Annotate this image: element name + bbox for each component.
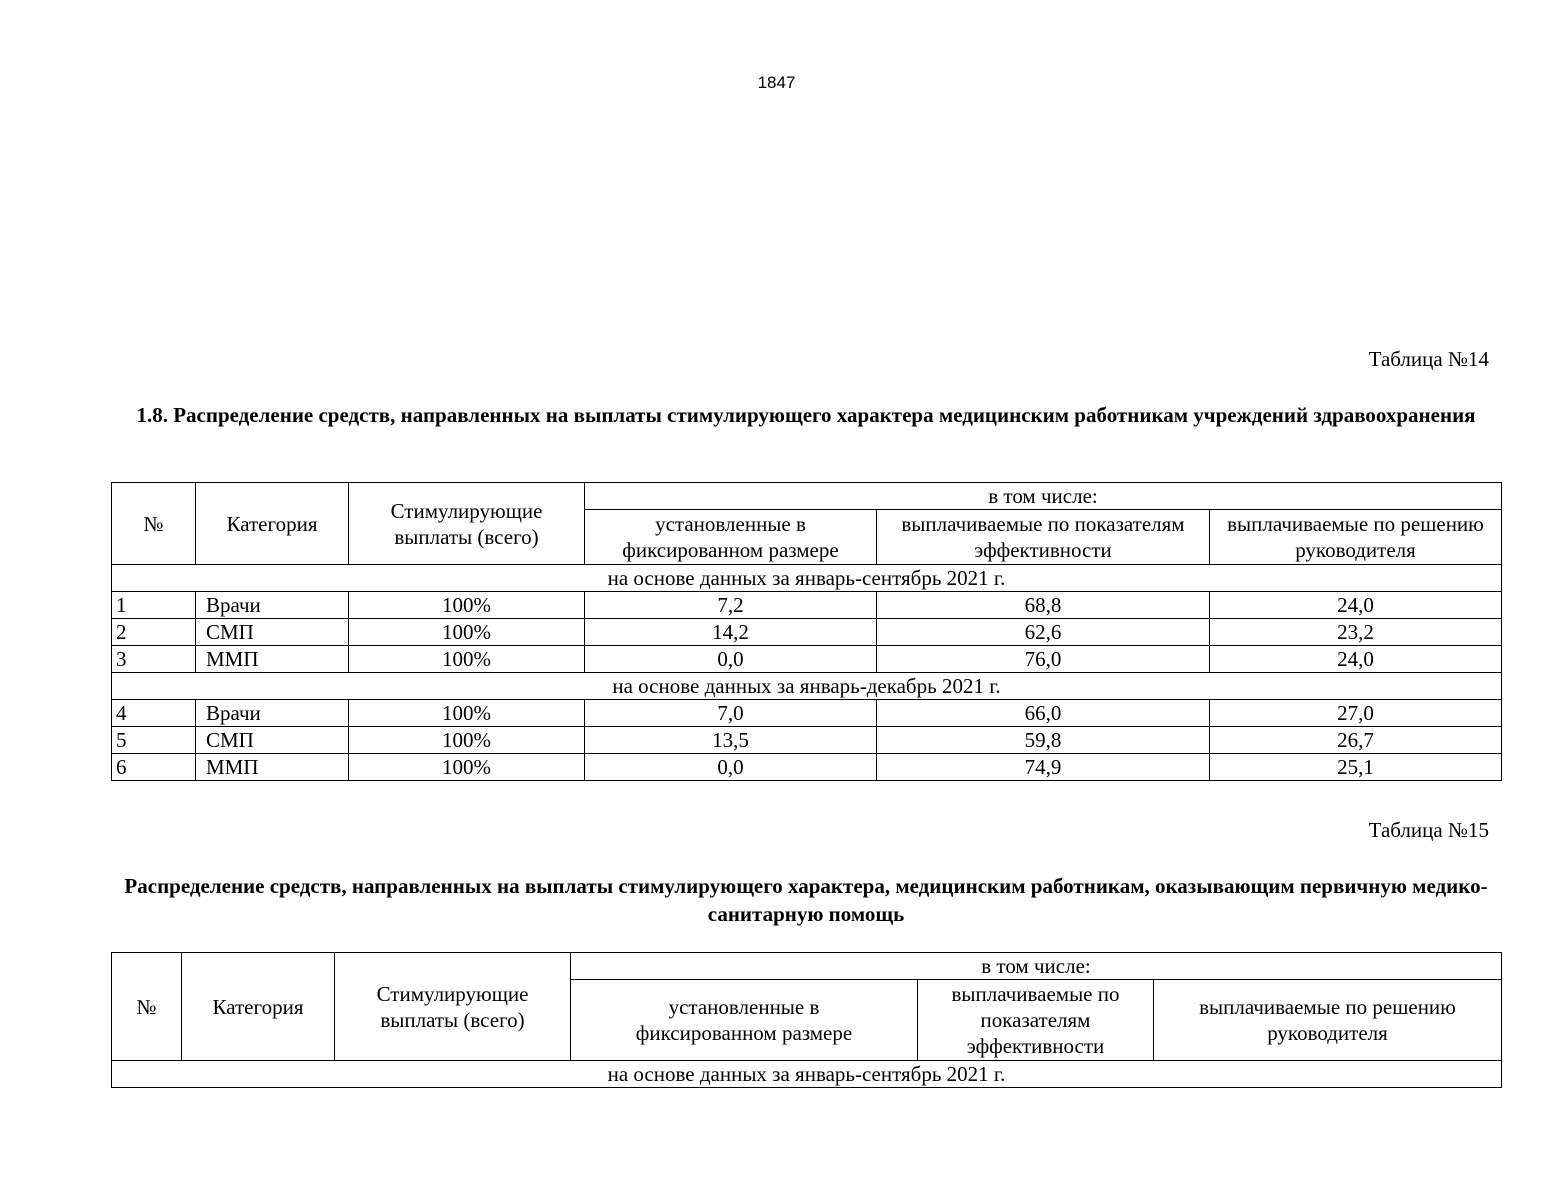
cell-fixed: 14,2: [585, 619, 877, 646]
cell-category: Врачи: [196, 592, 349, 619]
table-14-title: 1.8. Распределение средств, направленных на выплаты стимулирующего характера медицинским работникам учреждений здравоохранения: [136, 403, 1476, 427]
header-efficiency: выплачиваемые по показателям эффективности: [877, 510, 1210, 565]
cell-category: СМП: [196, 619, 349, 646]
cell-num: 6: [112, 754, 196, 781]
cell-num: 1: [112, 592, 196, 619]
table-15: [111, 952, 1502, 1088]
cell-total: 100%: [349, 754, 585, 781]
table-row: [112, 619, 1502, 646]
cell-category: ММП: [196, 754, 349, 781]
table-row: [112, 592, 1502, 619]
cell-total: 100%: [349, 619, 585, 646]
section-caption: на основе данных за январь-декабрь 2021 г.: [112, 673, 1502, 700]
section-caption: на основе данных за январь-сентябрь 2021 г.: [112, 565, 1502, 592]
cell-num: 3: [112, 646, 196, 673]
cell-fixed: 7,0: [585, 700, 877, 727]
cell-fixed: 0,0: [585, 646, 877, 673]
header-num: №: [112, 483, 196, 565]
cell-manager: 26,7: [1210, 727, 1502, 754]
table-15-title: Распределение средств, направленных на выплаты стимулирующего характера, медицинским работникам, оказывающим первичную медико-санитарную помощь: [124, 874, 1488, 926]
table-14: [111, 482, 1502, 781]
table-row: [112, 727, 1502, 754]
header-fixed: установленные в фиксированном размере: [571, 980, 918, 1061]
cell-efficiency: 74,9: [877, 754, 1210, 781]
cell-manager: 24,0: [1210, 592, 1502, 619]
table-row: [112, 646, 1502, 673]
cell-efficiency: 62,6: [877, 619, 1210, 646]
cell-manager: 24,0: [1210, 646, 1502, 673]
cell-efficiency: 66,0: [877, 700, 1210, 727]
cell-category: Врачи: [196, 700, 349, 727]
cell-total: 100%: [349, 700, 585, 727]
header-num: №: [112, 953, 182, 1061]
header-efficiency: выплачиваемые по показателям эффективности: [918, 980, 1154, 1061]
cell-fixed: 13,5: [585, 727, 877, 754]
cell-manager: 23,2: [1210, 619, 1502, 646]
table-row: [112, 700, 1502, 727]
cell-total: 100%: [349, 727, 585, 754]
cell-fixed: 7,2: [585, 592, 877, 619]
cell-total: 100%: [349, 592, 585, 619]
table-row: [112, 754, 1502, 781]
header-manager: выплачиваемые по решению руководителя: [1210, 510, 1502, 565]
cell-category: СМП: [196, 727, 349, 754]
cell-efficiency: 59,8: [877, 727, 1210, 754]
header-total: Стимулирующие выплаты (всего): [335, 953, 571, 1061]
cell-num: 5: [112, 727, 196, 754]
header-including: в том числе:: [585, 483, 1502, 510]
cell-category: ММП: [196, 646, 349, 673]
header-total: Стимулирующие выплаты (всего): [349, 483, 585, 565]
cell-manager: 27,0: [1210, 700, 1502, 727]
cell-efficiency: 68,8: [877, 592, 1210, 619]
header-category: Категория: [196, 483, 349, 565]
table-15-label: Таблица №15: [1368, 818, 1489, 842]
cell-total: 100%: [349, 646, 585, 673]
table-14-label: Таблица №14: [1368, 347, 1489, 371]
cell-manager: 25,1: [1210, 754, 1502, 781]
cell-num: 4: [112, 700, 196, 727]
header-fixed: установленные в фиксированном размере: [585, 510, 877, 565]
section-caption: на основе данных за январь-сентябрь 2021 г.: [112, 1061, 1502, 1088]
cell-fixed: 0,0: [585, 754, 877, 781]
header-manager: выплачиваемые по решению руководителя: [1154, 980, 1502, 1061]
cell-num: 2: [112, 619, 196, 646]
header-category: Категория: [182, 953, 335, 1061]
cell-efficiency: 76,0: [877, 646, 1210, 673]
header-including: в том числе:: [571, 953, 1502, 980]
page-number: 1847: [757, 73, 796, 92]
